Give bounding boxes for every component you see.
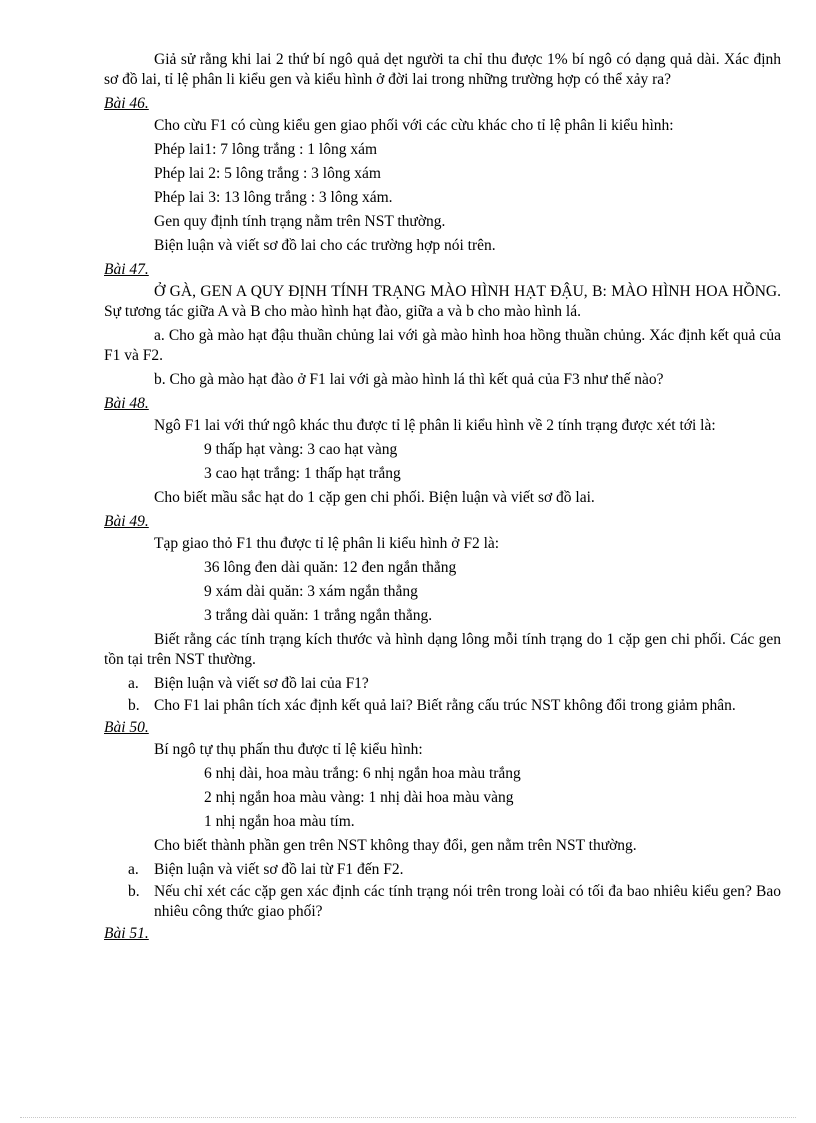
- b50-paragraph: Bí ngô tự thụ phấn thu được tỉ lệ kiểu hình:: [154, 741, 423, 758]
- b50-question-list: [104, 860, 781, 922]
- heading-bai-50: Bài 50.: [104, 719, 149, 736]
- b47-paragraph: Ở GÀ, GEN A QUY ĐỊNH TÍNH TRẠNG MÀO HÌNH HẠT ĐẬU, B: MÀO HÌNH HOA HỒNG. Sự tương tác giữa A và B cho mào hình hạt đào, giữa a và b cho mào hình lá.: [104, 283, 781, 320]
- b46-line-6: Biện luận và viết sơ đồ lai cho các trường hợp nói trên.: [154, 237, 496, 254]
- b46-line-4: Phép lai 3: 13 lông trắng : 3 lông xám.: [154, 189, 393, 206]
- b50-ratio-1: 6 nhị dài, hoa màu trắng: 6 nhị ngắn hoa màu trắng: [204, 765, 521, 782]
- b46-line-3: Phép lai 2: 5 lông trắng : 3 lông xám: [154, 165, 381, 182]
- list-marker: b.: [128, 697, 140, 714]
- list-marker: b.: [128, 883, 140, 900]
- list-marker: a.: [128, 675, 139, 692]
- page-bottom-border: [20, 1117, 796, 1118]
- b49-ratio-3: 3 trắng dài quăn: 1 trắng ngắn thẳng.: [204, 607, 433, 624]
- heading-bai-47: Bài 47.: [104, 261, 149, 278]
- list-item-text: Biện luận và viết sơ đồ lai của F1?: [154, 675, 369, 692]
- b48-ratio-1: 9 thấp hạt vàng: 3 cao hạt vàng: [204, 441, 398, 458]
- heading-bai-49: Bài 49.: [104, 513, 149, 530]
- b48-ratio-2: 3 cao hạt trắng: 1 thấp hạt trắng: [204, 465, 401, 482]
- b46-line-5: Gen quy định tính trạng nằm trên NST thường.: [154, 213, 446, 230]
- b47-question-b: b. Cho gà mào hạt đào ở F1 lai với gà mào hình lá thì kết quả của F3 như thế nào?: [154, 371, 664, 388]
- b50-ratio-2: 2 nhị ngắn hoa màu vàng: 1 nhị dài hoa màu vàng: [204, 789, 514, 806]
- b46-line-1: Cho cừu F1 có cùng kiểu gen giao phối với các cừu khác cho tỉ lệ phân li kiểu hình:: [154, 117, 674, 134]
- b50-ratio-3: 1 nhị ngắn hoa màu tím.: [204, 813, 355, 830]
- list-item-text: Nếu chỉ xét các cặp gen xác định các tính trạng nói trên trong loài có tối đa bao nhiêu kiểu gen? Bao nhiêu công thức giao phối?: [154, 883, 781, 920]
- b48-paragraph-2: Cho biết mầu sắc hạt do 1 cặp gen chi phối. Biện luận và viết sơ đồ lai.: [154, 489, 595, 506]
- b47-question-a: a. Cho gà mào hạt đậu thuần chủng lai với gà mào hình hoa hồng thuần chủng. Xác định kết quả của F1 và F2.: [104, 327, 781, 364]
- list-item: [104, 860, 781, 880]
- b49-question-list: [104, 674, 781, 716]
- list-item: [104, 696, 781, 716]
- b49-ratio-1: 36 lông đen dài quăn: 12 đen ngắn thẳng: [204, 559, 457, 576]
- b46-line-2: Phép lai1: 7 lông trắng : 1 lông xám: [154, 141, 378, 158]
- b49-ratio-2: 9 xám dài quăn: 3 xám ngắn thẳng: [204, 583, 418, 600]
- b49-paragraph-2: Biết rằng các tính trạng kích thước và hình dạng lông mỗi tính trạng do 1 cặp gen chi phối. Các gen tồn tại trên NST thường.: [104, 631, 781, 668]
- list-item: [104, 674, 781, 694]
- b48-paragraph: Ngô F1 lai với thứ ngô khác thu được tỉ lệ phân li kiểu hình về 2 tính trạng được xét tới là:: [154, 417, 716, 434]
- b50-paragraph-2: Cho biết thành phần gen trên NST không thay đổi, gen nằm trên NST thường.: [154, 837, 637, 854]
- list-marker: a.: [128, 861, 139, 878]
- heading-bai-46: Bài 46.: [104, 95, 149, 112]
- list-item: [104, 882, 781, 922]
- list-item-text: Biện luận và viết sơ đồ lai từ F1 đến F2.: [154, 861, 404, 878]
- b49-paragraph: Tạp giao thỏ F1 thu được tỉ lệ phân li kiểu hình ở F2 là:: [154, 535, 500, 552]
- heading-bai-51: Bài 51.: [104, 925, 149, 942]
- list-item-text: Cho F1 lai phân tích xác định kết quả lai? Biết rằng cấu trúc NST không đổi trong giảm phân.: [154, 697, 736, 714]
- intro-paragraph: Giả sử rằng khi lai 2 thứ bí ngô quả dẹt người ta chỉ thu được 1% bí ngô có dạng quả dài. Xác định sơ đồ lai, tỉ lệ phân li kiểu gen và kiểu hình ở đời lai trong những trường hợp có thể xảy ra?: [104, 51, 781, 88]
- heading-bai-48: Bài 48.: [104, 395, 149, 412]
- document-body: [104, 50, 781, 946]
